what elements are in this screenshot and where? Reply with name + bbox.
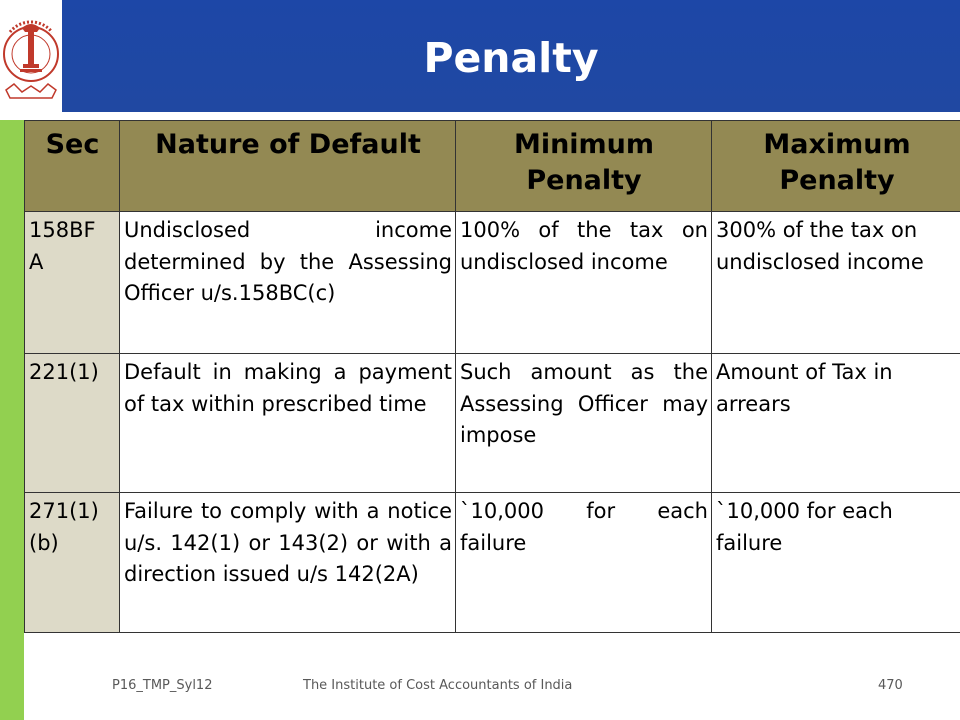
header-maximum-line2: Penalty — [779, 165, 895, 196]
footer-course-code: P16_TMP_Syl12 — [112, 678, 213, 693]
table-row — [25, 212, 960, 354]
table-row — [25, 354, 960, 493]
maximum-penalty-cell: 300% of the tax on undisclosed income — [712, 212, 960, 354]
penalty-table — [24, 120, 960, 633]
maximum-penalty-cell: `10,000 for each failure — [712, 493, 960, 633]
accent-strip — [0, 120, 24, 720]
slide-title: Penalty — [423, 34, 599, 82]
footer-page-number: 470 — [878, 678, 903, 693]
sec-line2: (b) — [29, 530, 59, 555]
table-row — [25, 493, 960, 633]
institute-seal-icon — [2, 2, 60, 110]
header-maximum-line1: Maximum — [763, 129, 911, 160]
header-nature-of-default: Nature of Default — [120, 121, 456, 212]
sec-line1: 158BF — [29, 218, 96, 242]
institute-logo — [0, 0, 62, 112]
header-maximum-penalty — [712, 121, 960, 212]
header-sec: Sec — [25, 121, 120, 212]
header-minimum-penalty — [456, 121, 712, 212]
minimum-penalty-cell: 100% of the tax on undisclosed income — [456, 212, 712, 354]
footer-institute-name: The Institute of Cost Accountants of India — [303, 678, 573, 693]
sec-line2: A — [29, 249, 44, 274]
sec-cell — [25, 493, 120, 633]
nature-cell: Default in making a payment of tax within prescribed time — [120, 354, 456, 493]
minimum-penalty-cell: Such amount as the Assessing Officer may impose — [456, 354, 712, 493]
nature-cell: Failure to comply with a notice u/s. 142(1) or 143(2) or with a direction issued u/s 142(2A) — [120, 493, 456, 633]
sec-line1: 221(1) — [29, 360, 99, 384]
sec-cell — [25, 212, 120, 354]
sec-cell — [25, 354, 120, 493]
header-minimum-line1: Minimum — [513, 129, 655, 160]
table-header-row — [25, 121, 960, 212]
sec-line1: 271(1) — [29, 499, 99, 523]
maximum-penalty-cell: Amount of Tax in arrears — [712, 354, 960, 493]
nature-cell: Undisclosed income determined by the Assessing Officer u/s.158BC(c) — [120, 212, 456, 354]
header-minimum-line2: Penalty — [526, 165, 642, 196]
minimum-penalty-cell: `10,000 for each failure — [456, 493, 712, 633]
